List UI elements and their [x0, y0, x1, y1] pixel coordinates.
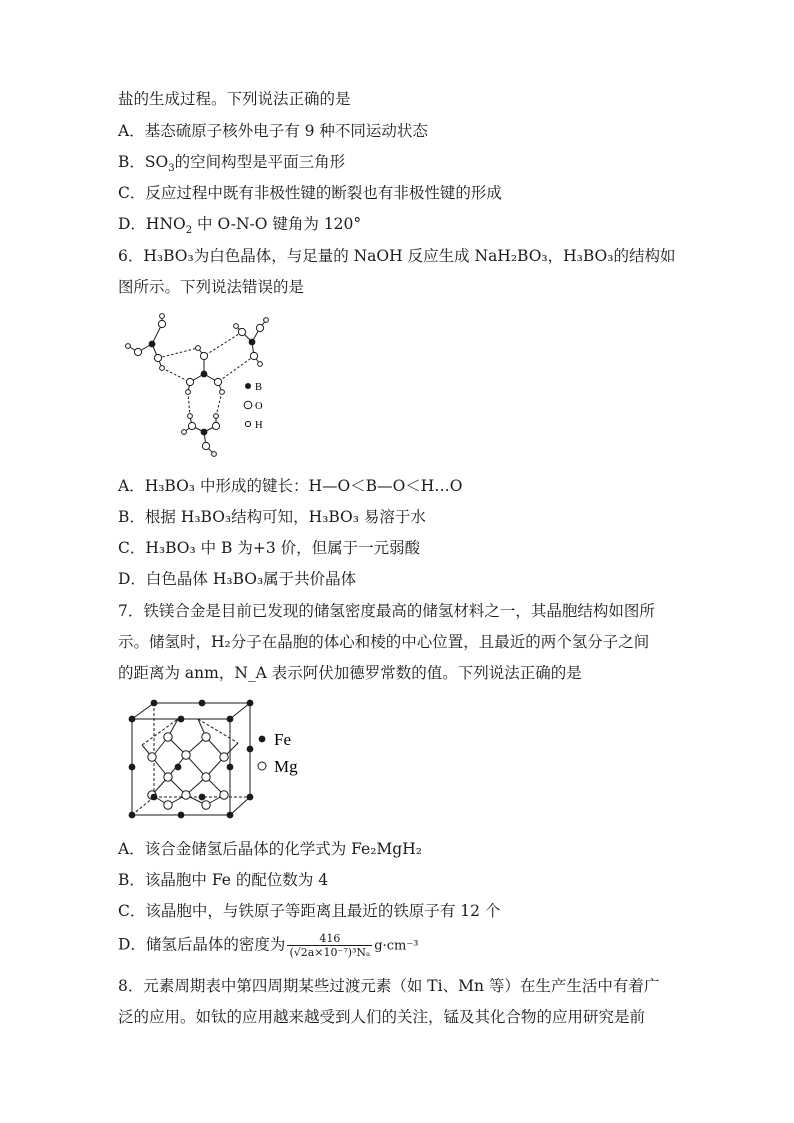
- option-7a: A．该合金储氢后晶体的化学式为 Fe₂MgH₂: [118, 840, 422, 858]
- question-7-stem-2: 示。储氢时，H₂分子在晶胞的体心和棱的中心位置，且最近的两个氢分子之间: [118, 633, 650, 651]
- option-5d: [118, 213, 361, 235]
- option-7c: C．该晶胞中，与铁原子等距离且最近的铁原子有 12 个: [118, 902, 501, 920]
- fe-mg-unit-cell-figure: [128, 699, 318, 823]
- density-fraction: [287, 932, 372, 959]
- option-5b-sub: 3: [168, 163, 175, 175]
- option-5b-pre: B．SO: [118, 153, 169, 171]
- option-5c: C．反应过程中既有非极性键的断裂也有非极性键的形成: [118, 184, 502, 202]
- fraction-numerator: 416: [287, 932, 372, 946]
- option-7d-text: D．储氢后晶体的密度为: [118, 935, 286, 954]
- option-5d-sub: 2: [185, 225, 193, 237]
- option-5d-pre: D．HNO: [118, 215, 186, 233]
- option-7d: [118, 932, 418, 959]
- question-8-stem-1: 8．元素周期表中第四周期某些过渡元素（如 Ti、Mn 等）在生产生活中有着广: [118, 977, 660, 995]
- question-8-stem-2: 泛的应用。如钛的应用越来越受到人们的关注，锰及其化合物的应用研究是前: [118, 1008, 646, 1026]
- option-6a: A．H₃BO₃ 中形成的键长：H—O＜B—O＜H…O: [118, 477, 463, 495]
- fraction-denominator: (√2a×10⁻⁷)³Nₐ: [289, 946, 371, 959]
- option-5b-post: 的空间构型是平面三角形: [174, 153, 346, 171]
- legend-mg-label: Mg: [274, 757, 298, 776]
- density-unit: g·cm⁻³: [374, 938, 419, 954]
- question-7-stem-1: 7．铁镁合金是目前已发现的储氢密度最高的储氢材料之一，其晶胞结构如图所: [118, 602, 655, 620]
- question-6-stem-1: 6．H₃BO₃为白色晶体，与足量的 NaOH 反应生成 NaH₂BO₃，H₃BO₃的结构如: [118, 247, 676, 265]
- h3bo3-structure-figure: [118, 312, 278, 464]
- option-5a: A．基态硫原子核外电子有 9 种不同运动状态: [118, 122, 428, 140]
- option-7b: B．该晶胞中 Fe 的配位数为 4: [118, 871, 329, 889]
- text-line: 盐的生成过程。下列说法正确的是: [118, 90, 351, 108]
- option-5b: [118, 151, 345, 173]
- option-6c: C．H₃BO₃ 中 B 为+3 价，但属于一元弱酸: [118, 539, 421, 557]
- legend-b-label: B: [255, 382, 263, 393]
- option-6b: B．根据 H₃BO₃结构可知，H₃BO₃ 易溶于水: [118, 508, 426, 526]
- question-7-stem-3: 的距离为 anm，N_A 表示阿伏加德罗常数的值。下列说法正确的是: [118, 664, 582, 682]
- legend-fe-label: Fe: [274, 730, 291, 749]
- question-6-stem-2: 图所示。下列说法错误的是: [118, 278, 305, 296]
- legend-o-label: O: [255, 401, 263, 412]
- option-6d: D．白色晶体 H₃BO₃属于共价晶体: [118, 570, 357, 588]
- legend-h-label: H: [255, 420, 263, 431]
- option-5d-post: 中 O-N-O 键角为 120°: [192, 215, 362, 233]
